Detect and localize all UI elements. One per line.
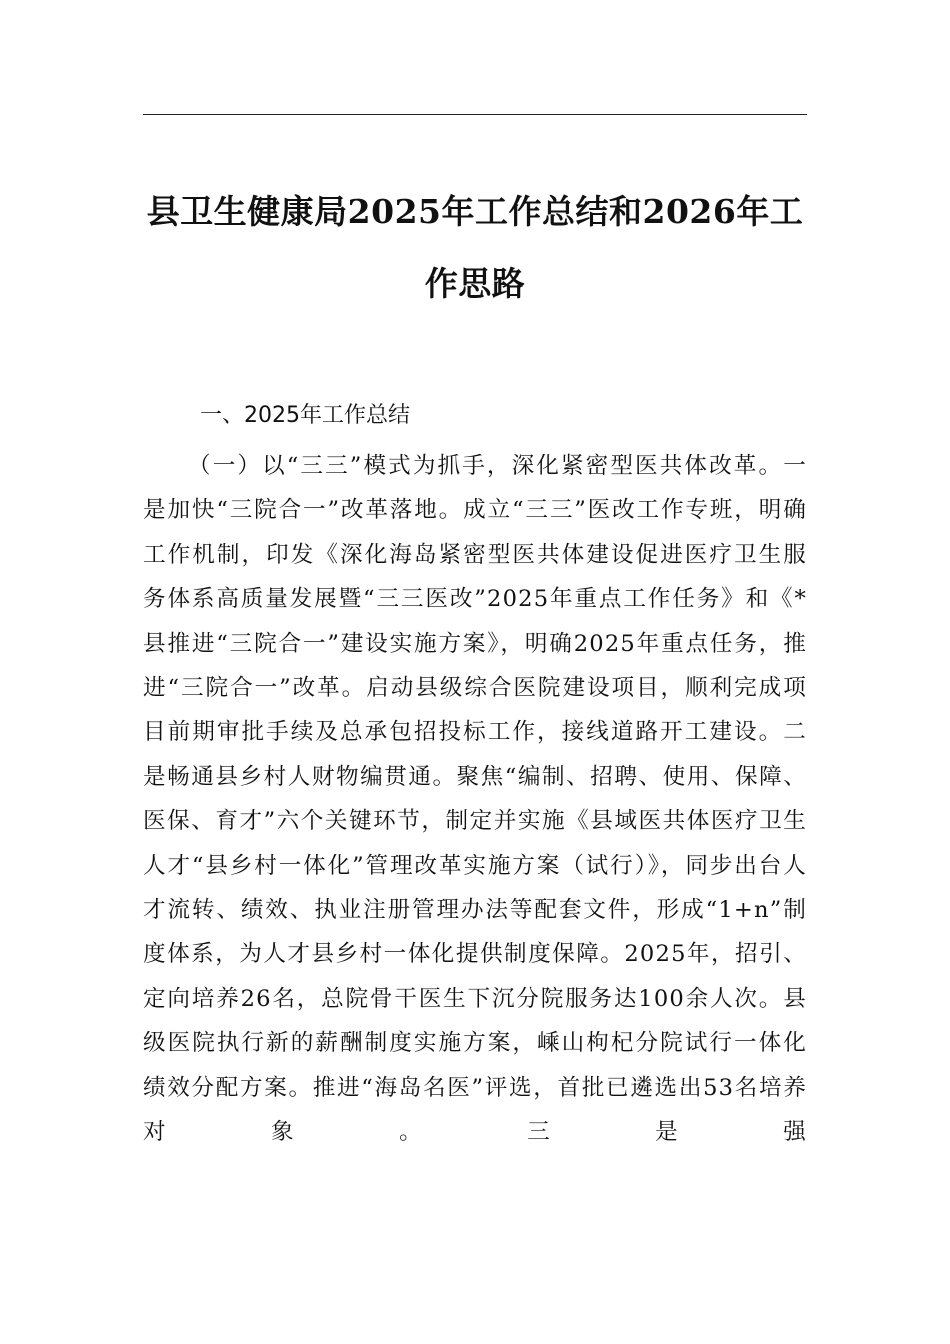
- body-paragraph: （一）以“三三”模式为抓手，深化紧密型医共体改革。一是加快“三院合一”改革落地。成立“三三”医改工作专班，明确工作机制，印发《深化海岛紧密型医共体建设促进医疗卫生服务体系高质量发展暨“三三医改”2025年重点工作任务》和《*县推进“三院合一”建设实施方案》，明确2025年重点任务，推进“三院合一”改革。启动县级综合医院建设项目，顺利完成项目前期审批手续及总承包招投标工作，接线道路开工建设。二是畅通县乡村人财物编贯通。聚焦“编制、招聘、使用、保障、医保、育才”六个关键环节，制定并实施《县域医共体医疗卫生人才“县乡村一体化”管理改革实施方案（试行）》，同步出台人才流转、绩效、执业注册管理办法等配套文件，形成“1+n”制度体系，为人才县乡村一体化提供制度保障。2025年，招引、定向培养26名，总院骨干医生下沉分院服务达100余人次。县级医院执行新的薪酬制度实施方案，嵊山枸杞分院试行一体化绩效分配方案。推进“海岛名医”评选，首批已遴选出53名培养对象。三是强: [143, 453, 807, 1146]
- section-heading: 一、2025年工作总结: [200, 403, 410, 428]
- document-title: 县卫生健康局2025年工作总结和2026年工作思路: [146, 192, 804, 303]
- header-rule: [143, 114, 807, 115]
